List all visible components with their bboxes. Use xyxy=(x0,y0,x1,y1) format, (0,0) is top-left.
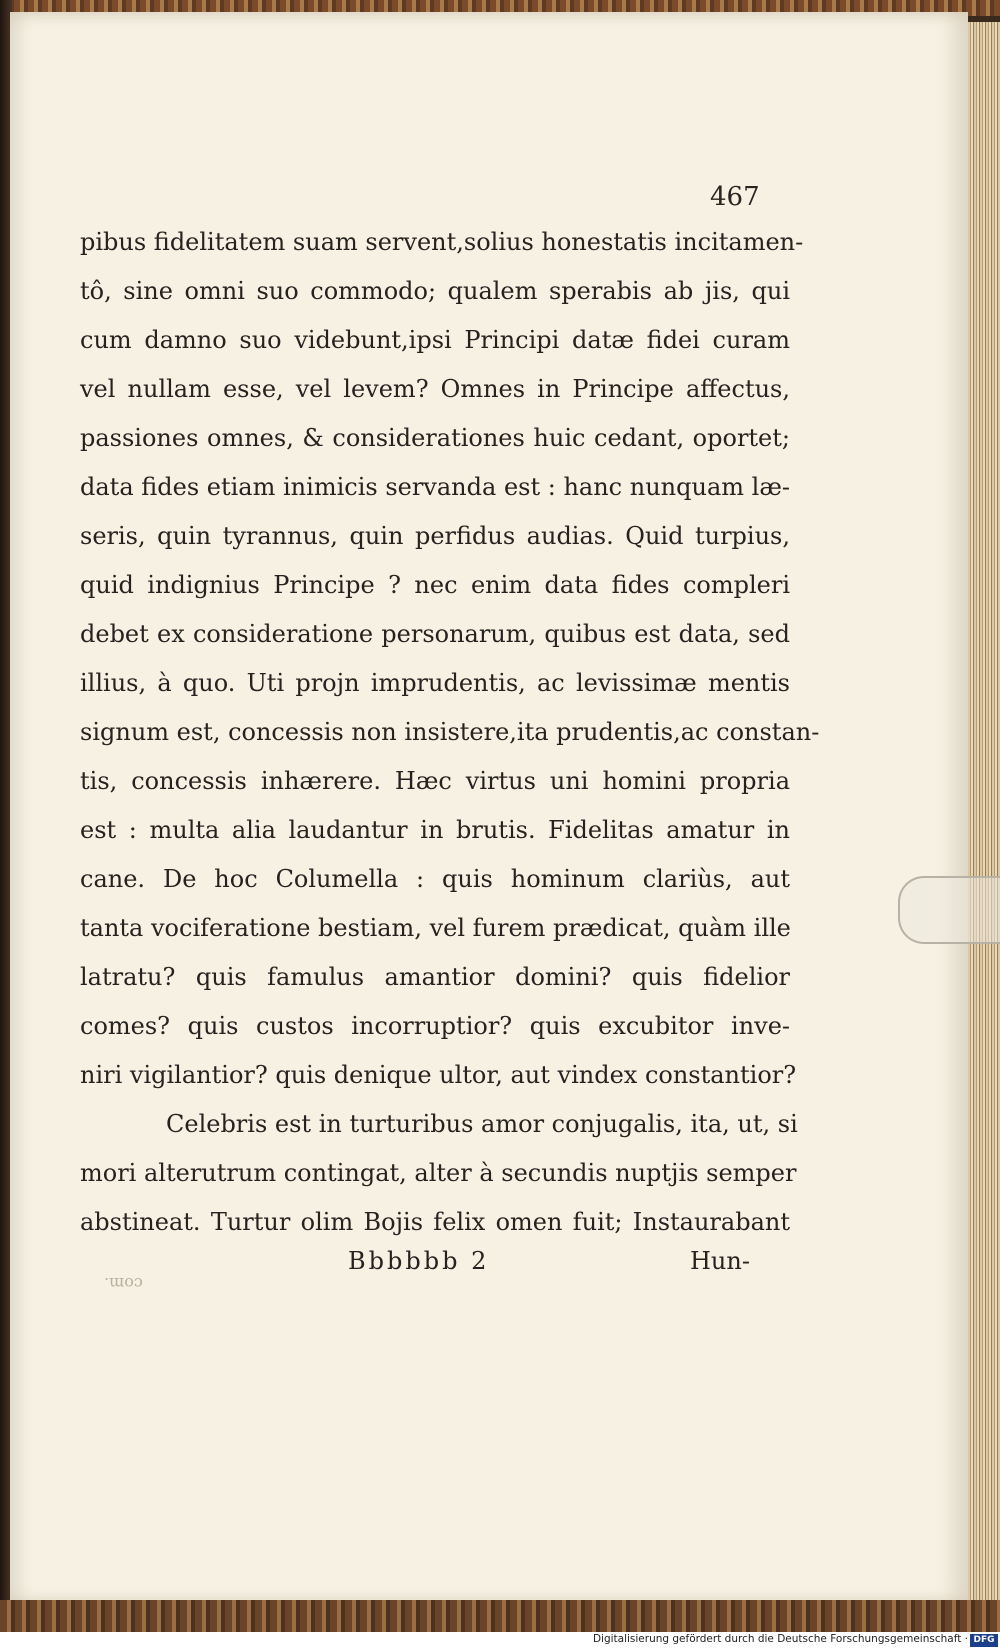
page-number: 467 xyxy=(710,182,760,212)
text-line: mori alterutrum contingat, alter à secundis nuptjis semper xyxy=(80,1159,797,1187)
signature-mark: Bbbbbb 2 xyxy=(348,1247,490,1275)
text-line: quid indignius Principe ? nec enim data fides compleri xyxy=(80,571,790,599)
text-line: comes? quis custos incorruptior? quis excubitor inve- xyxy=(80,1012,790,1040)
text-line: cum damno suo videbunt,ipsi Principi datæ fidei curam xyxy=(80,326,790,354)
paragraph-start-line: Celebris est in turturibus amor conjugalis, ita, ut, si xyxy=(166,1110,798,1138)
bookmark-ribbon xyxy=(898,876,1000,944)
text-line: illius, à quo. Uti projn imprudentis, ac levissimæ mentis xyxy=(80,669,790,697)
text-line: tis, concessis inhærere. Hæc virtus uni homini propria xyxy=(80,767,790,795)
text-line: niri vigilantior? quis denique ultor, aut vindex constantior? xyxy=(80,1061,797,1089)
text-line: passiones omnes, & considerationes huic cedant, oportet; xyxy=(80,424,790,452)
text-line: pibus fidelitatem suam servent,solius honestatis incitamen- xyxy=(80,228,804,256)
text-line: seris, quin tyrannus, quin perfidus audias. Quid turpius, xyxy=(80,522,790,550)
text-line: data fides etiam inimicis servanda est : hanc nunquam læ- xyxy=(80,473,790,501)
text-line: tô, sine omni suo commodo; qualem sperabis ab jis, qui xyxy=(80,277,790,305)
book-bottom-edge xyxy=(0,1600,1000,1632)
text-line: signum est, concessis non insistere,ita prudentis,ac constan- xyxy=(80,718,820,746)
text-line: est : multa alia laudantur in brutis. Fidelitas amatur in xyxy=(80,816,790,844)
body-text xyxy=(80,218,820,1247)
text-line: vel nullam esse, vel levem? Omnes in Principe affectus, xyxy=(80,375,790,403)
bleed-through-text: com. xyxy=(104,1274,143,1293)
text-line: cane. De hoc Columella : quis hominum clariùs, aut xyxy=(80,865,790,893)
text-line: debet ex consideratione personarum, quibus est data, sed xyxy=(80,620,790,648)
text-line: tanta vociferatione bestiam, vel furem prædicat, quàm ille xyxy=(80,914,791,942)
funding-credit: Digitalisierung gefördert durch die Deutsche Forschungsgemeinschaft · xyxy=(592,1633,968,1645)
page-stack-edge xyxy=(968,22,1000,1602)
text-line: latratu? quis famulus amantior domini? quis fidelior xyxy=(80,963,790,991)
catchword: Hun- xyxy=(690,1247,750,1275)
text-line: abstineat. Turtur olim Bojis felix omen fuit; Instaurabant xyxy=(80,1208,790,1236)
dfg-logo: DFG xyxy=(970,1634,998,1647)
